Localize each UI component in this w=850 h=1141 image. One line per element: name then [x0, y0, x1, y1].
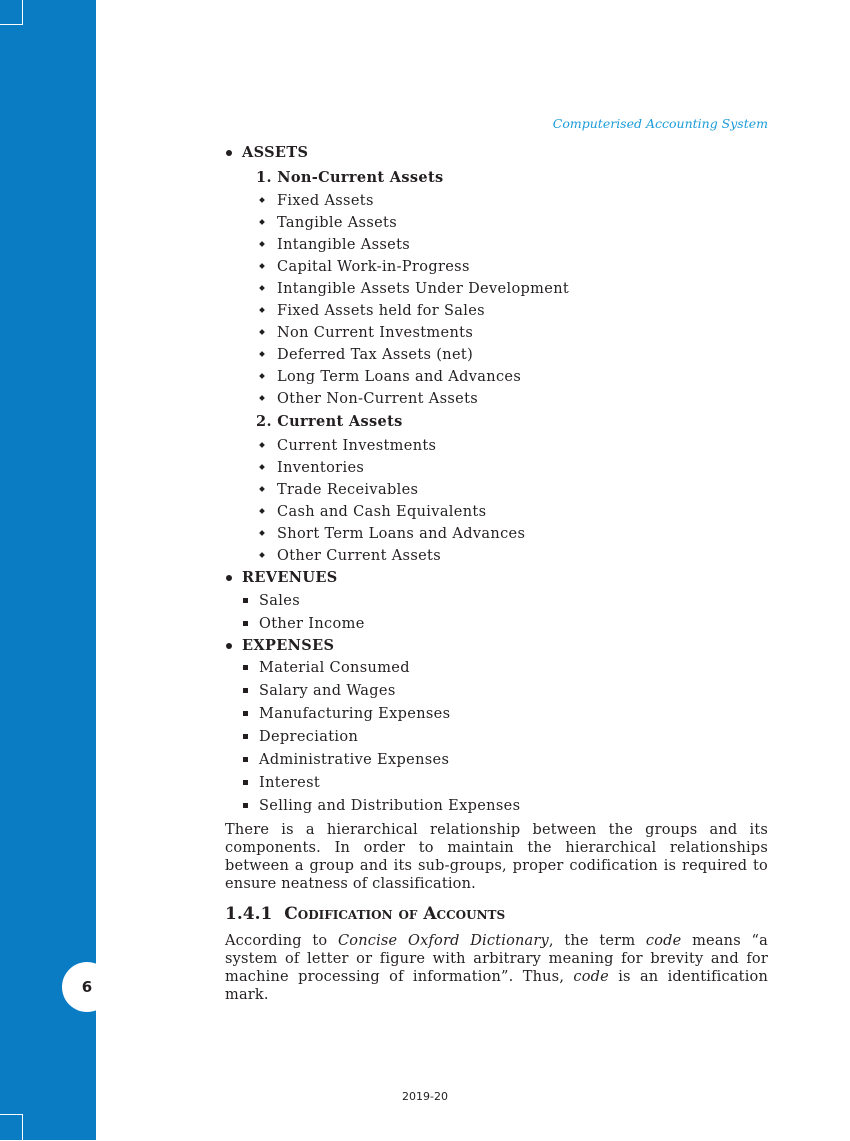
diamond-bullet-icon	[259, 329, 265, 335]
list-item: Trade Receivables	[277, 482, 419, 498]
list-item: Other Non-Current Assets	[277, 391, 479, 407]
list-item: Short Term Loans and Advances	[277, 526, 526, 542]
running-head: Computerised Accounting System	[552, 116, 768, 131]
diamond-bullet-icon	[259, 351, 265, 357]
diamond-bullet-icon	[259, 486, 265, 492]
footer-year: 2019-20	[402, 1090, 448, 1103]
section-title: Codification of Accounts	[284, 904, 506, 924]
bullet-icon	[226, 643, 232, 649]
diamond-bullet-icon	[259, 241, 265, 247]
current-assets-heading: 2. Current Assets	[256, 413, 403, 430]
square-bullet-icon	[243, 665, 248, 670]
crop-mark-top	[0, 0, 23, 25]
text-run: is an identification mark.	[225, 969, 768, 1003]
list-item: Salary and Wages	[259, 683, 396, 699]
diamond-bullet-icon	[259, 307, 265, 313]
section-number: 1.4.1	[225, 904, 273, 924]
diamond-bullet-icon	[259, 395, 265, 401]
square-bullet-icon	[243, 621, 248, 626]
list-item: Intangible Assets Under Development	[277, 281, 570, 297]
diamond-bullet-icon	[259, 552, 265, 558]
list-item: Cash and Cash Equivalents	[277, 504, 487, 520]
codification-paragraph	[225, 932, 768, 1004]
diamond-bullet-icon	[259, 508, 265, 514]
diamond-bullet-icon	[259, 197, 265, 203]
assets-heading: ASSETS	[242, 144, 309, 161]
list-item: Inventories	[277, 460, 365, 476]
square-bullet-icon	[243, 688, 248, 693]
square-bullet-icon	[243, 598, 248, 603]
list-item: Material Consumed	[259, 660, 410, 676]
square-bullet-icon	[243, 757, 248, 762]
page-number: 6	[62, 962, 112, 1012]
text-run: According to	[225, 933, 338, 949]
bullet-icon	[226, 150, 232, 156]
text-run-italic: code	[573, 969, 609, 985]
list-item: Administrative Expenses	[259, 752, 450, 768]
diamond-bullet-icon	[259, 285, 265, 291]
diamond-bullet-icon	[259, 219, 265, 225]
section-heading	[225, 903, 505, 925]
diamond-bullet-icon	[259, 464, 265, 470]
square-bullet-icon	[243, 803, 248, 808]
list-item: Manufacturing Expenses	[259, 706, 451, 722]
revenues-heading: REVENUES	[242, 569, 338, 586]
list-item: Other Income	[259, 616, 365, 632]
list-item: Interest	[259, 775, 321, 791]
list-item: Long Term Loans and Advances	[277, 369, 522, 385]
list-item: Sales	[259, 593, 300, 609]
square-bullet-icon	[243, 780, 248, 785]
non-current-assets-heading: 1. Non-Current Assets	[256, 169, 444, 186]
list-item: Fixed Assets held for Sales	[277, 303, 485, 319]
diamond-bullet-icon	[259, 373, 265, 379]
diamond-bullet-icon	[259, 263, 265, 269]
list-item: Fixed Assets	[277, 193, 374, 209]
text-run: means “a system of letter or figure with arbitrary meaning for brevity and for machine processing of information”. Thus,	[225, 933, 768, 985]
expenses-heading: EXPENSES	[242, 637, 335, 654]
hierarchy-paragraph: There is a hierarchical relationship between the groups and its components. In order to maintain the hierarchical relationships between a group and its sub-groups, proper codification is required to ensure neatness of classification.	[225, 822, 768, 892]
list-item: Current Investments	[277, 438, 437, 454]
text-run-italic: code	[645, 933, 682, 949]
diamond-bullet-icon	[259, 442, 265, 448]
list-item: Other Current Assets	[277, 548, 442, 564]
square-bullet-icon	[243, 734, 248, 739]
list-item: Intangible Assets	[277, 237, 411, 253]
list-item: Selling and Distribution Expenses	[259, 798, 521, 814]
bullet-icon	[226, 575, 232, 581]
list-item: Depreciation	[259, 729, 359, 745]
list-item: Non Current Investments	[277, 325, 474, 341]
crop-mark-bottom	[0, 1114, 23, 1141]
list-item: Tangible Assets	[277, 215, 398, 231]
diamond-bullet-icon	[259, 530, 265, 536]
list-item: Capital Work-in-Progress	[277, 259, 470, 275]
list-item: Deferred Tax Assets (net)	[277, 347, 474, 363]
square-bullet-icon	[243, 711, 248, 716]
text-run: , the term	[548, 933, 646, 949]
text-run-italic: Concise Oxford Dictionary	[337, 933, 549, 949]
